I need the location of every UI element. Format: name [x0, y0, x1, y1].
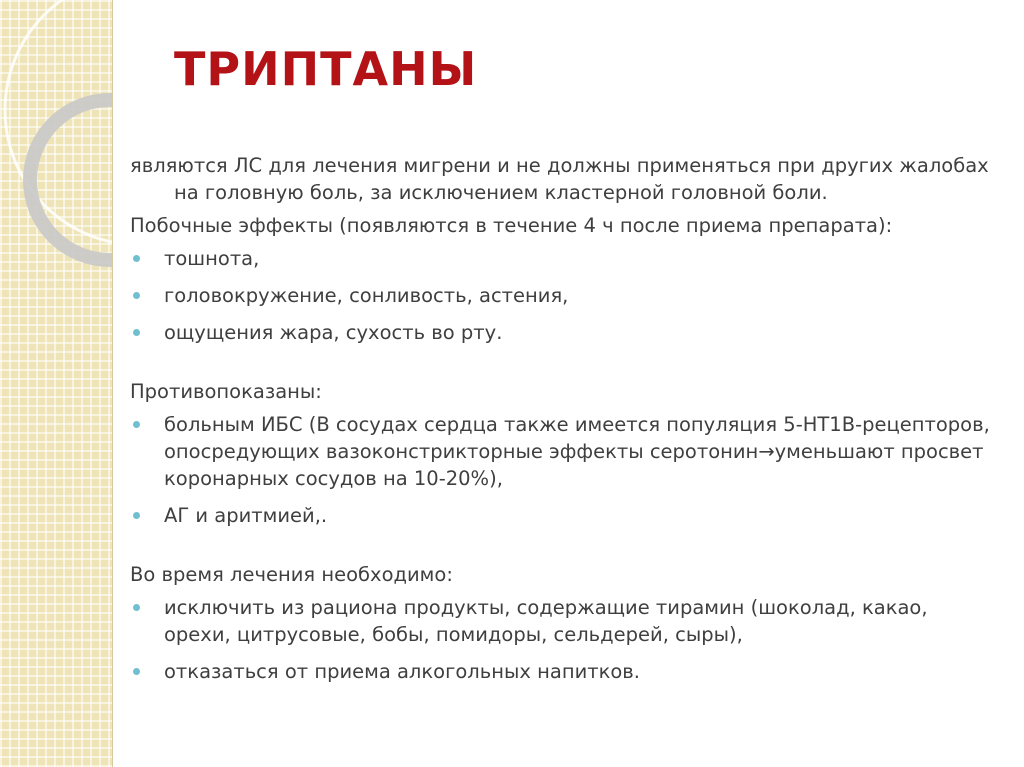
list-item [130, 282, 990, 309]
list-item [130, 319, 990, 346]
bullet-icon [133, 421, 140, 428]
list-item-text: исключить из рациона продукты, содержащие тирамин (шоколад, какао, орехи, цитрусовые, бобы, помидоры, сельдерей, сыры), [164, 596, 928, 646]
bullet-icon [133, 255, 140, 262]
list-item-text: отказаться от приема алкогольных напитков. [164, 660, 640, 683]
list-item-text: тошнота, [164, 247, 260, 270]
decorative-rings [0, 0, 112, 767]
list-item [130, 245, 990, 272]
bullet-icon [133, 512, 140, 519]
slide-content [130, 152, 990, 685]
bullet-icon [133, 292, 140, 299]
bullet-icon [133, 329, 140, 336]
contraindications-heading: Противопоказаны: [130, 380, 322, 403]
intro-text: являются ЛС для лечения мигрени и не должны применяться при других жалобах на головную боль, за исключением кластерной головной боли. [130, 154, 989, 204]
list-item [130, 502, 990, 529]
list-item [130, 594, 990, 648]
slide-title: ТРИПТАНЫ [174, 42, 478, 96]
side-effects-heading: Побочные эффекты (появляются в течение 4 ч после приема препарата): [130, 214, 893, 237]
side-effects-list [130, 245, 990, 346]
list-item [130, 658, 990, 685]
list-item-text: головокружение, сонливость, астения, [164, 284, 569, 307]
list-item-text: ощущения жара, сухость во рту. [164, 321, 503, 344]
ring-small [30, 100, 112, 260]
bullet-icon [133, 668, 140, 675]
bullet-icon [133, 604, 140, 611]
list-item [130, 411, 990, 492]
list-item-text: АГ и аритмией,. [164, 504, 328, 527]
during-treatment-list [130, 594, 990, 685]
contraindications-list [130, 411, 990, 529]
decorative-side-panel [0, 0, 113, 767]
list-item-text: больным ИБС (В сосудах сердца также имеется популяция 5-НТ1В-рецепторов, опосредующих вазоконстрикторные эффекты серотонин→уменьшают просвет коронарных сосудов на 10-20%), [164, 413, 990, 490]
during-treatment-heading: Во время лечения необходимо: [130, 563, 453, 586]
